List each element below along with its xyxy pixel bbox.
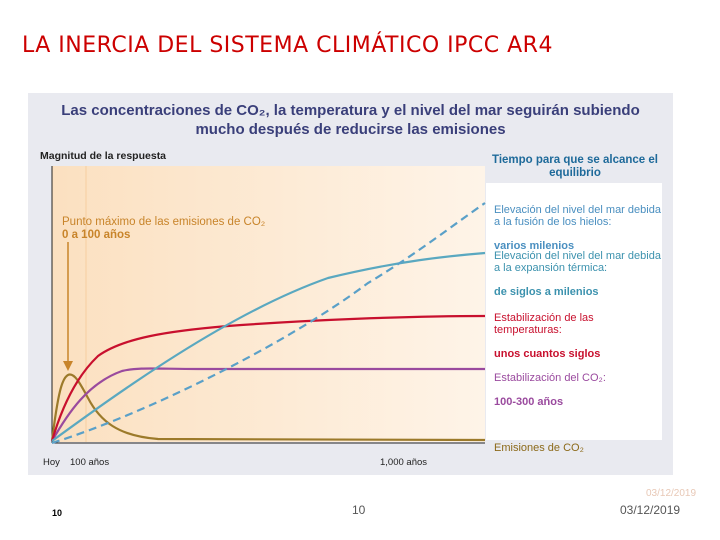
annotation-peak-line1: Punto máximo de las emisiones de CO₂ [62,216,266,228]
annotation-peak-line2: 0 a 100 años [62,229,131,241]
legend-emissions-label: Emisiones de CO₂ [494,442,584,454]
equilibrium-header: Tiempo para que se alcance el equilibrio [492,154,658,179]
legend-temperature [494,300,664,360]
legend-thermal-label: Elevación del nivel del mar debida a la expansión térmica: [494,250,661,274]
legend-co2-label: Estabilización del CO₂: [494,372,606,384]
legend-ice-melt-label: Elevación del nivel del mar debida a la fusión de los hielos: [494,204,661,228]
legend-co2-time: 100-300 años [494,396,564,408]
chart-title-line2: mucho después de reducirse las emisiones [195,121,506,138]
slide-title: LA INERCIA DEL SISTEMA CLIMÁTICO IPCC AR4 [22,33,553,58]
x-tick-1000: 1,000 años [380,457,428,468]
date-ghost: 03/12/2019 [646,488,697,499]
chart-title-line1: Las concentraciones de CO₂, la temperatura y el nivel del mar seguirán subiendo [61,102,640,119]
x-tick-100: 100 años [70,457,110,468]
x-tick-hoy: Hoy [43,457,60,468]
legend-emissions [494,430,664,454]
legend-ice-melt-time: varios milenios [494,240,575,252]
legend-temperature-time: unos cuantos siglos [494,348,601,360]
legend-co2 [494,360,664,408]
legend-temperature-label: Estabilización de las temperaturas: [494,312,594,336]
legend-thermal [494,238,664,298]
y-axis-label: Magnitud de la respuesta [40,150,167,162]
chart-figure [28,93,673,475]
page-number-center: 10 [352,503,366,517]
page-number-left: 10 [52,508,63,518]
legend-thermal-time: de siglos a milenios [494,286,599,298]
date: 03/12/2019 [620,503,681,517]
